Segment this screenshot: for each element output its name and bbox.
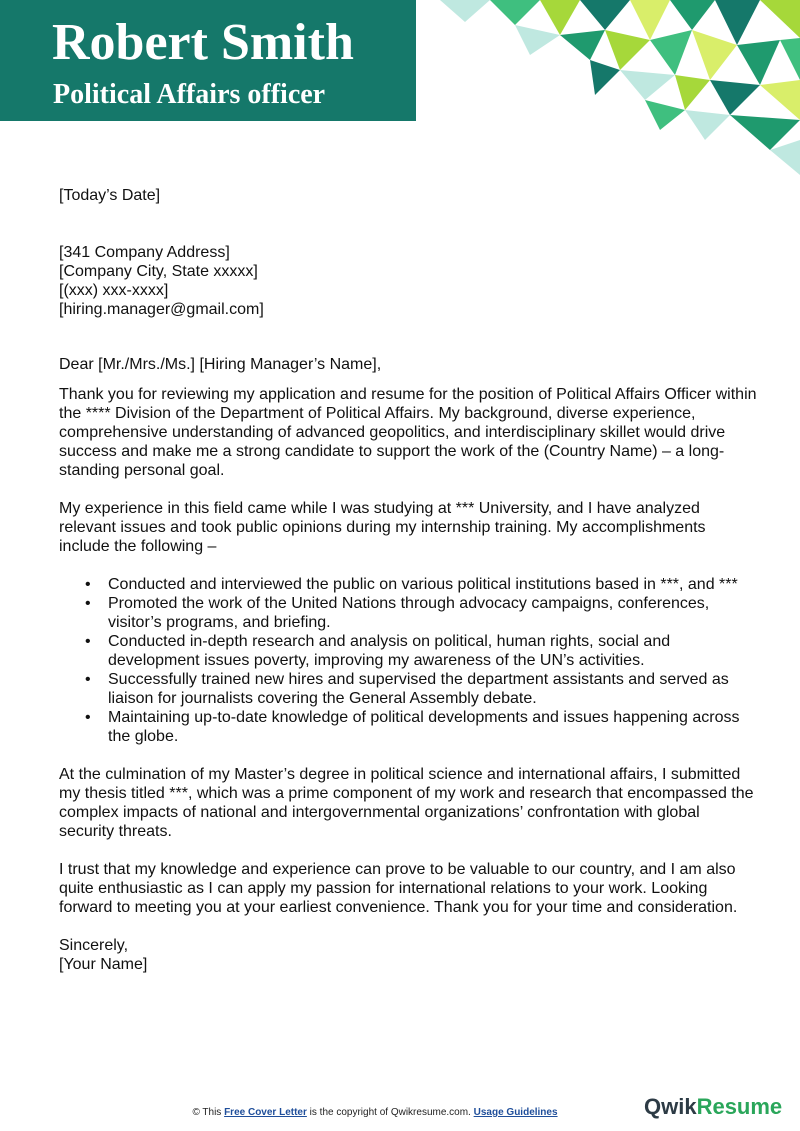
bullet-icon: • [85, 595, 91, 612]
paragraph-education: At the culmination of my Master’s degree in political science and international affairs, I submitted my thesis titled ***, which was a prime component of my work and research that encompassed the complex impacts of national and intergovernmental organizations’ confrontation with global security threats. [59, 766, 754, 840]
list-item: • Maintaining up-to-date knowledge of political developments and issues happening across the globe. [85, 709, 740, 745]
paragraph-intro: Thank you for reviewing my application and resume for the position of Political Affairs Officer within the **** Division of the Department of Political Affairs. My background, diverse experience, comprehensive understanding of advanced geopolitics, and interdisciplinary skillet would drive success and make me a strong candidate to support the work of the (Country Name) – a long-standing personal goal. [59, 386, 757, 479]
job-title: Political Affairs officer [53, 79, 326, 110]
free-cover-letter-link[interactable]: Free Cover Letter [224, 1107, 307, 1118]
list-item: • Conducted and interviewed the public on various political institutions based in ***, and *** [85, 576, 738, 593]
list-item: • Conducted in-depth research and analysis on political, human rights, social and development issues poverty, improving my awareness of the UN’s activities. [85, 633, 671, 669]
address-line: [hiring.manager@gmail.com] [59, 301, 264, 318]
usage-guidelines-link[interactable]: Usage Guidelines [473, 1107, 558, 1118]
accomplishments-list [59, 575, 759, 746]
closing-phrase: Sincerely, [59, 937, 129, 954]
footer-middle: is the copyright of Qwikresume.com. [309, 1107, 471, 1118]
sign-off [59, 936, 759, 974]
list-item: • Promoted the work of the United Nations through advocacy campaigns, conferences, visitor’s programs, and briefing. [85, 595, 710, 631]
paragraph-experience: My experience in this field came while I was studying at *** University, and I have analyzed relevant issues and took public opinions during my internship training. My accomplishments include the following – [59, 500, 706, 555]
letter-date: [Today’s Date] [59, 187, 161, 204]
geometric-triangle-decoration [430, 0, 800, 175]
paragraph-closing: I trust that my knowledge and experience can prove to be valuable to our country, and I am also quite enthusiastic as I can apply my passion for international relations to your work. Looking forward to meeting you at your earliest convenience. Thank you for your time and consideration. [59, 861, 738, 916]
salutation: Dear [Mr./Mrs./Ms.] [Hiring Manager’s Name], [59, 356, 382, 373]
logo-part-qwik: Qwik [644, 1094, 697, 1119]
bullet-icon: • [85, 576, 91, 593]
qwikresume-logo [644, 1094, 782, 1120]
list-item: • Successfully trained new hires and supervised the department assistants and served as liaison for journalists covering the General Assembly debate. [85, 671, 729, 707]
address-line: [341 Company Address] [59, 244, 230, 261]
header-banner [0, 0, 416, 121]
candidate-name: Robert Smith [52, 14, 354, 71]
bullet-icon: • [85, 633, 91, 650]
recipient-address [59, 243, 759, 319]
bullet-icon: • [85, 671, 91, 688]
copyright-footer [0, 1106, 750, 1120]
footer-prefix: © This [192, 1107, 222, 1118]
logo-part-resume: Resume [696, 1094, 783, 1119]
cover-letter-body [59, 186, 759, 974]
address-line: [(xxx) xxx-xxxx] [59, 282, 169, 299]
signature-name: [Your Name] [59, 956, 148, 973]
address-line: [Company City, State xxxxx] [59, 263, 258, 280]
bullet-icon: • [85, 709, 91, 726]
